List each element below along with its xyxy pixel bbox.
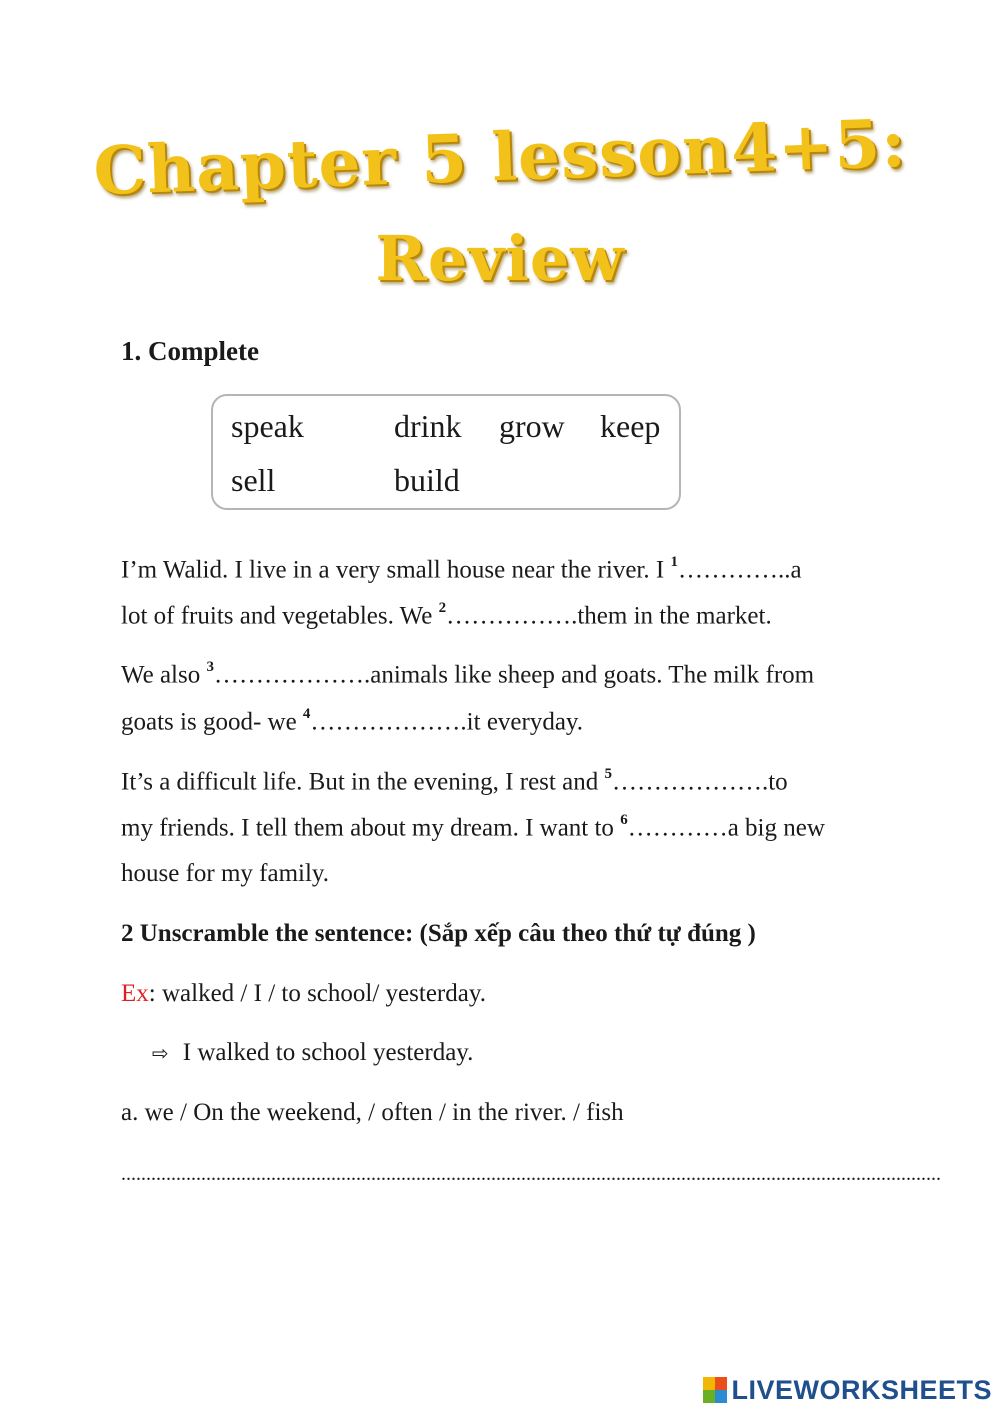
blank[interactable]: …………a big new <box>627 814 825 842</box>
page-subtitle: Review <box>375 222 625 295</box>
section-1-heading: 1. Complete <box>121 336 259 366</box>
word-bank-item: drink <box>394 408 462 444</box>
example-line: Ex: walked / I / to school/ yesterday. <box>121 980 486 1007</box>
blank-number: 4 <box>302 706 311 722</box>
passage-line: goats is good- we $^4$……………….it everyday. <box>121 706 584 736</box>
outline-right-arrow-icon: ⇨ <box>152 1041 169 1065</box>
logo-mark-icon <box>703 1377 727 1403</box>
passage-line: lot of fruits and vegetables. We $^2$…………….them in the market. <box>121 600 772 630</box>
unscramble-item-a: a. we / On the weekend, / often / in the river. / fish <box>121 1099 624 1126</box>
passage-line: my friends. I tell them about my dream. I want to $^6$…………a big new <box>121 812 825 842</box>
word-bank-item: grow <box>499 408 565 444</box>
logo-text: LIVEWORKSHEETS <box>731 1374 992 1405</box>
section-2-heading: 2 Unscramble the sentence: (Sắp xếp câu theo thứ tự đúng ) <box>121 920 756 947</box>
example-answer-line: ⇨ I walked to school yesterday. <box>152 1039 474 1066</box>
liveworksheets-logo <box>703 1373 992 1407</box>
word-bank-item: sell <box>231 462 276 498</box>
word-bank <box>211 394 681 510</box>
blank-number: 1 <box>670 554 678 570</box>
page-title: Chapter 5 lesson4+5: <box>92 103 908 211</box>
blank[interactable]: ……………….animals like sheep and goats. The milk from <box>213 661 815 689</box>
blank-number: 3 <box>206 659 214 675</box>
blank[interactable]: ……………….to <box>611 768 788 796</box>
passage-line: I’m Walid. I live in a very small house near the river. I $^1$…………..a <box>121 554 802 584</box>
blank[interactable]: ……………….it everyday. <box>310 708 584 736</box>
example-label: Ex <box>121 980 149 1007</box>
word-bank-item: build <box>394 462 460 498</box>
passage-line: house for my family. <box>121 860 330 887</box>
passage-line: It’s a difficult life. But in the evening, I rest and $^5$……………….to <box>121 766 788 796</box>
word-bank-item: keep <box>600 408 661 444</box>
word-bank-item: speak <box>231 408 304 444</box>
blank[interactable]: …………….them in the market. <box>446 602 772 630</box>
blank-number: 6 <box>620 812 628 828</box>
passage-line: We also $^3$……………….animals like sheep and goats. The milk from <box>121 659 815 689</box>
answer-line[interactable]: .................................................................................................................................................................... <box>121 1163 941 1185</box>
blank-number: 2 <box>438 600 447 616</box>
blank[interactable]: …………..a <box>677 556 802 584</box>
blank-number: 5 <box>604 766 612 782</box>
